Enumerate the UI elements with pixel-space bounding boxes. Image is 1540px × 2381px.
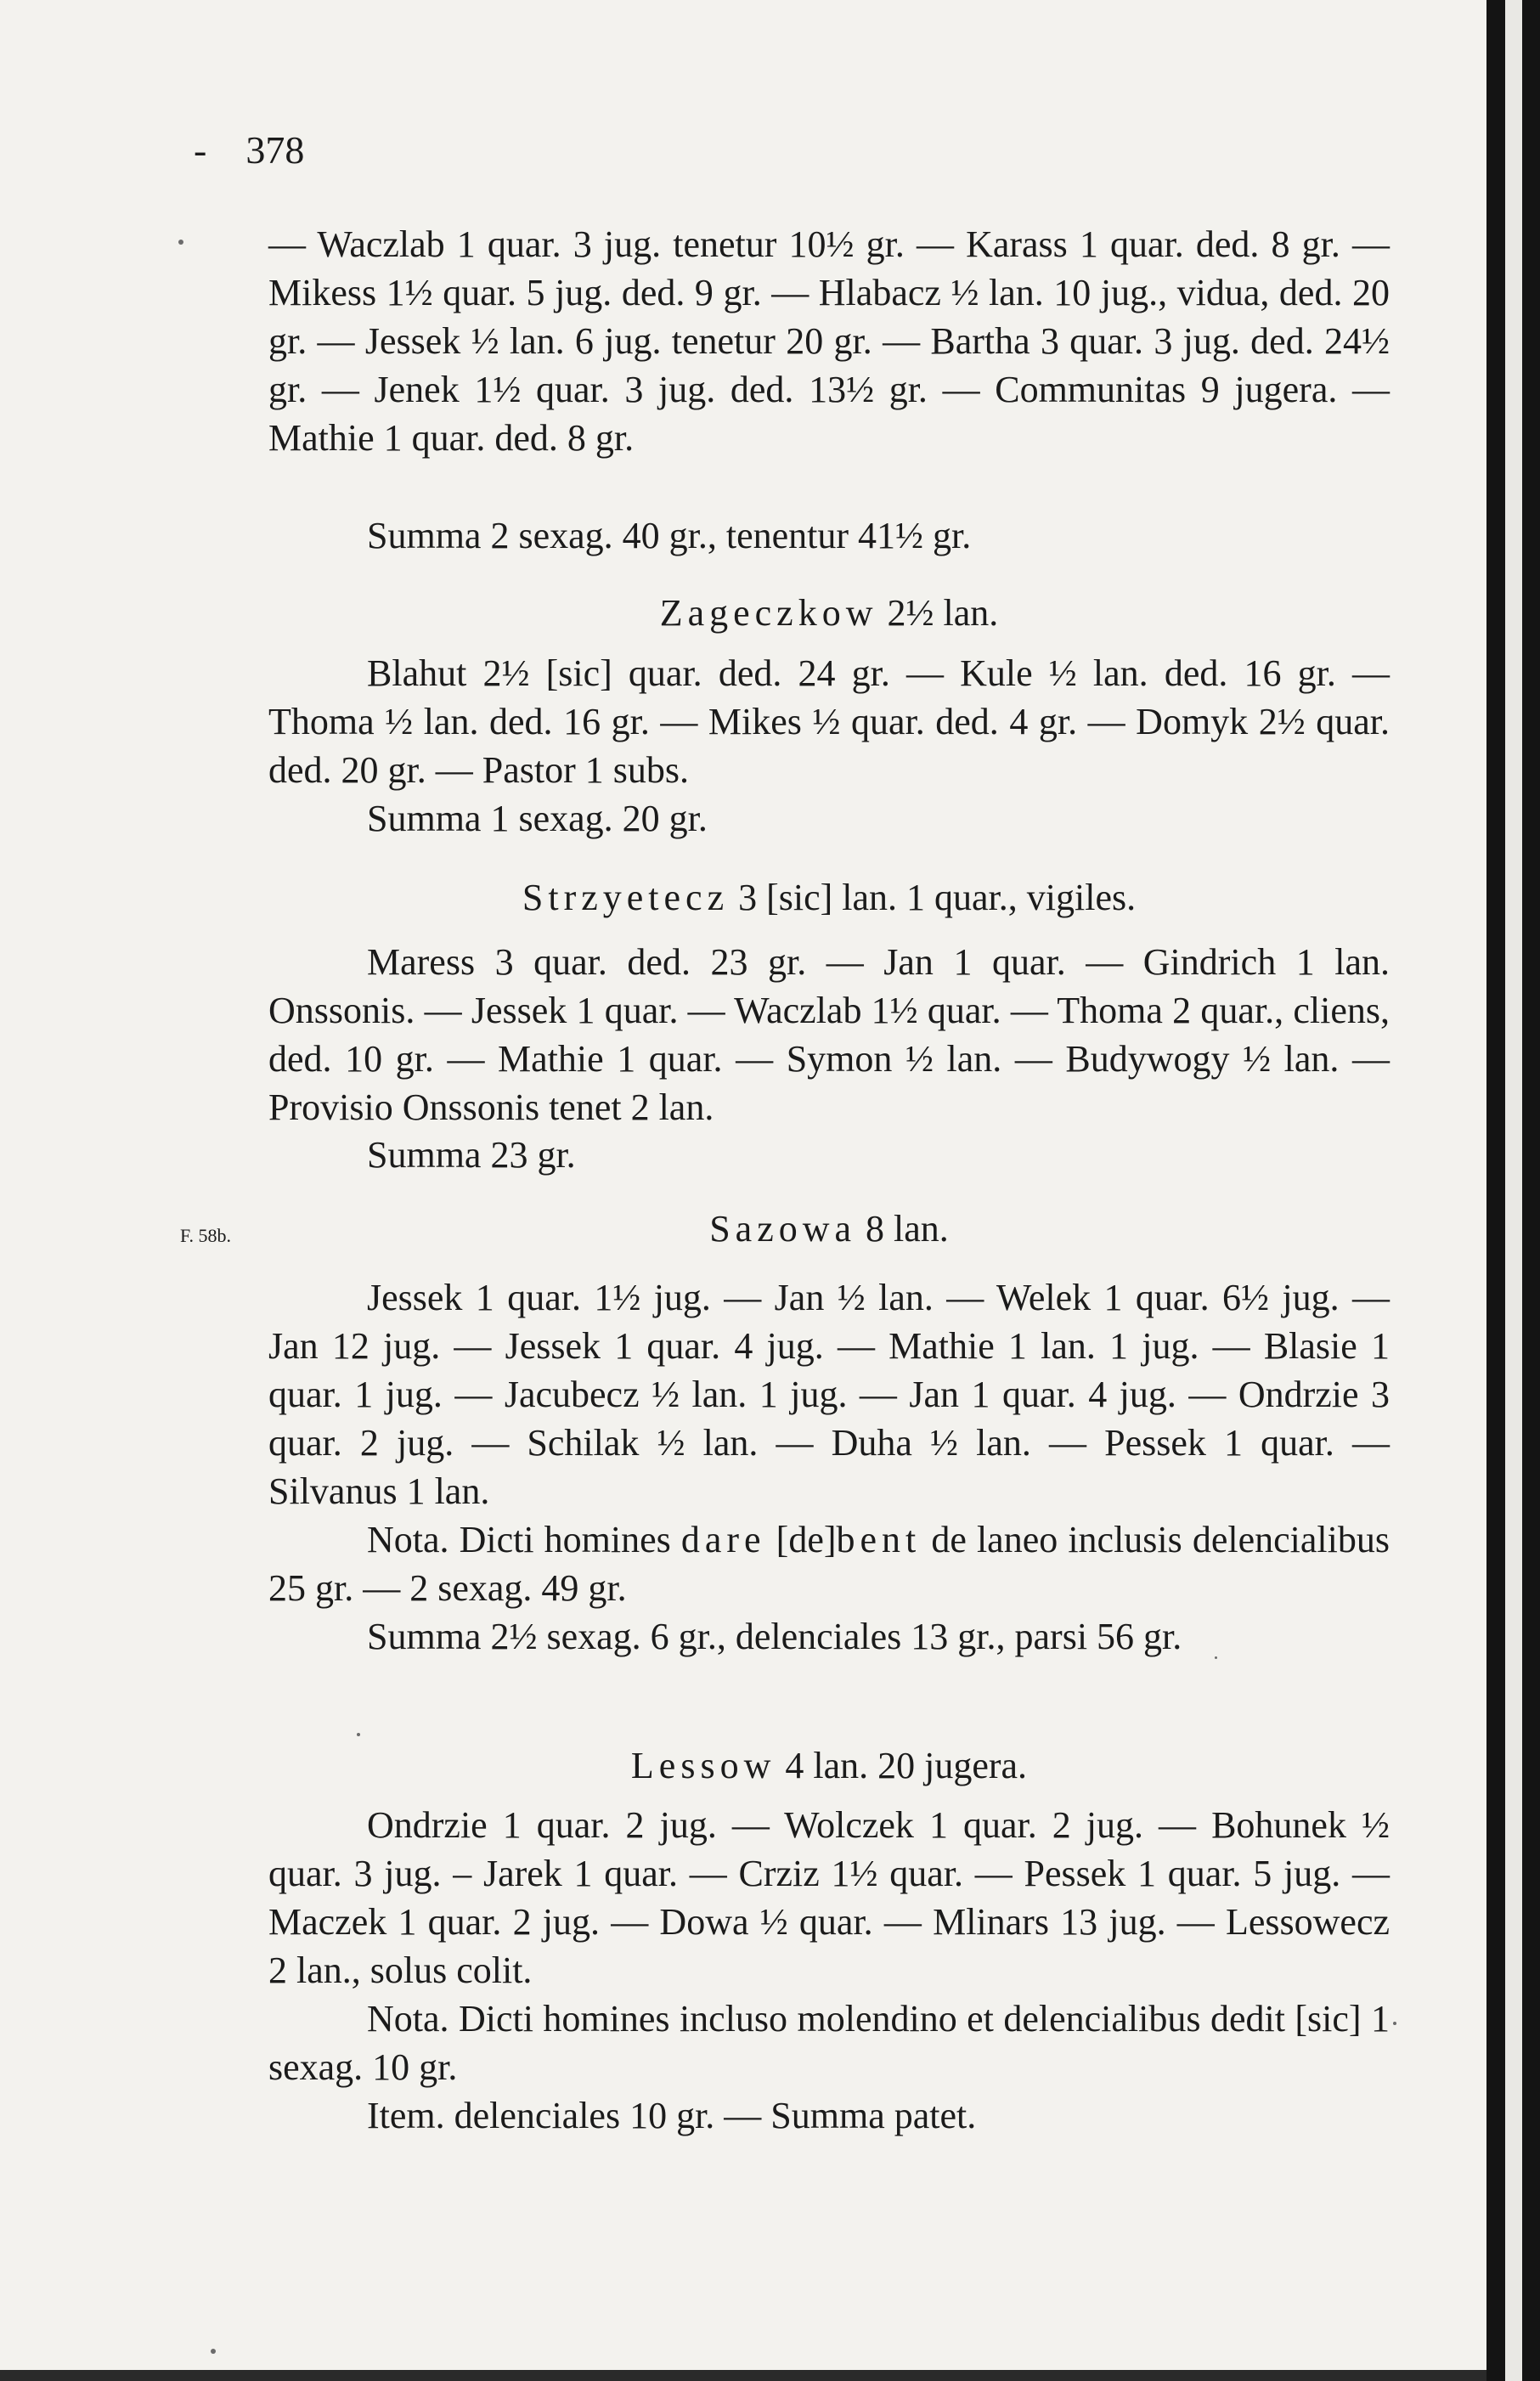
heading-detail: 8 lan. <box>856 1208 949 1250</box>
next-page-edge <box>1505 0 1522 2381</box>
heading-place-name: Lessow <box>630 1745 776 1786</box>
summa-line: Summa 23 gr. <box>367 1134 576 1176</box>
heading-detail: 4 lan. 20 jugera. <box>776 1745 1028 1786</box>
summa-line: Summa 2½ sexag. 6 gr., delenciales 13 gr., parsi 56 gr. <box>367 1616 1182 1657</box>
scan-speck <box>357 1733 360 1736</box>
heading-place-name: Strzyetecz <box>522 877 730 918</box>
scan-right-edge <box>1486 0 1540 2381</box>
section-heading-lessow <box>268 1741 1390 1790</box>
header-dash: - <box>194 128 207 172</box>
page-header <box>194 127 304 172</box>
nota-spaced-word: dare <box>680 1519 766 1560</box>
nota-mid: [de] <box>765 1519 837 1560</box>
summa-line: Summa 2 sexag. 40 gr., tenentur 41½ gr. <box>367 515 972 556</box>
section-heading-zageczkow <box>268 589 1390 637</box>
nota-rest: de laneo inclusis delencialibus 25 gr. — 2 sexag. 49 gr. <box>268 1519 1390 1609</box>
sazowa-paragraph <box>268 1273 1390 1661</box>
scan-bottom-edge <box>0 2370 1486 2381</box>
strzyetecz-paragraph <box>268 938 1390 1131</box>
paragraph-text: — Waczlab 1 quar. 3 jug. tenetur 10½ gr. — Karass 1 quar. ded. 8 gr. — Mikess 1½ quar. 5 jug. ded. 9 gr. — Hlabacz ½ lan. 10 jug., vidua, ded. 20 gr. — Jessek ½ lan. 6 jug. tenetur 20 gr. — Bartha 3 quar. 3 jug. ded. 24½ gr. — Jenek 1½ quar. 3 jug. ded. 13½ gr. — Communitas 9 jugera. — Mathie 1 quar. ded. 8 gr. <box>268 223 1390 459</box>
nota-paragraph: Nota. Dicti homines incluso molendino et delencialibus dedit [sic] 1 sexag. 10 gr. <box>268 1998 1390 2088</box>
scan-speck <box>211 2349 216 2354</box>
heading-place-name: Zageczkow <box>659 592 878 634</box>
paragraph-text: Jessek 1 quar. 1½ jug. — Jan ½ lan. — Welek 1 quar. 6½ jug. — Jan 12 jug. — Jessek 1 quar. 4 jug. — Mathie 1 lan. 1 jug. — Blasie 1 quar. 1 jug. — Jacubecz ½ lan. 1 jug. — Jan 1 quar. 4 jug. — Ondrzie 3 quar. 2 jug. — Schilak ½ lan. — Duha ½ lan. — Pessek 1 quar. — Silvanus 1 lan. <box>268 1277 1390 1512</box>
nota-lead: Nota. Dicti homines <box>367 1519 681 1560</box>
heading-detail: 2½ lan. <box>877 592 999 634</box>
scan-speck <box>1215 1656 1217 1659</box>
zageczkow-paragraph <box>268 649 1390 794</box>
paragraph-text: Ondrzie 1 quar. 2 jug. — Wolczek 1 quar. 2 jug. — Bohunek ½ quar. 3 jug. – Jarek 1 quar. — Crziz 1½ quar. — Pessek 1 quar. 5 jug. — Maczek 1 quar. 2 jug. — Dowa ½ quar. — Mlinars 13 jug. — Lessowecz 2 lan., solus colit. <box>268 1804 1390 1991</box>
heading-detail: 3 [sic] lan. 1 quar., vigiles. <box>729 877 1137 918</box>
section-heading-sazowa <box>268 1205 1390 1253</box>
heading-place-name: Sazowa <box>709 1208 857 1250</box>
nota-spaced-word: bent <box>836 1519 922 1560</box>
paragraph-text: Maress 3 quar. ded. 23 gr. — Jan 1 quar. — Gindrich 1 lan. Onssonis. — Jessek 1 quar. — Waczlab 1½ quar. — Thoma 2 quar., cliens, ded. 10 gr. — Mathie 1 quar. — Symon ½ lan. — Budywogy ½ lan. — Provisio Onssonis tenet 2 lan. <box>268 941 1390 1128</box>
nota-paragraph <box>268 1515 1390 1612</box>
page-number: 378 <box>245 128 305 172</box>
margin-folio-note: F. 58b. <box>180 1225 231 1246</box>
summa-line: Item. delenciales 10 gr. — Summa patet. <box>367 2095 977 2136</box>
summa-line: Summa 1 sexag. 20 gr. <box>367 798 708 839</box>
scan-speck <box>1393 2022 1396 2025</box>
continuation-paragraph <box>268 220 1390 462</box>
paragraph-text: Blahut 2½ [sic] quar. ded. 24 gr. — Kule ½ lan. ded. 16 gr. — Thoma ½ lan. ded. 16 gr. — Mikes ½ quar. ded. 4 gr. — Domyk 2½ quar. ded. 20 gr. — Pastor 1 subs. <box>268 652 1390 791</box>
lessow-paragraph <box>268 1801 1390 2140</box>
scan-speck <box>178 240 183 245</box>
section-heading-strzyetecz <box>268 873 1390 922</box>
